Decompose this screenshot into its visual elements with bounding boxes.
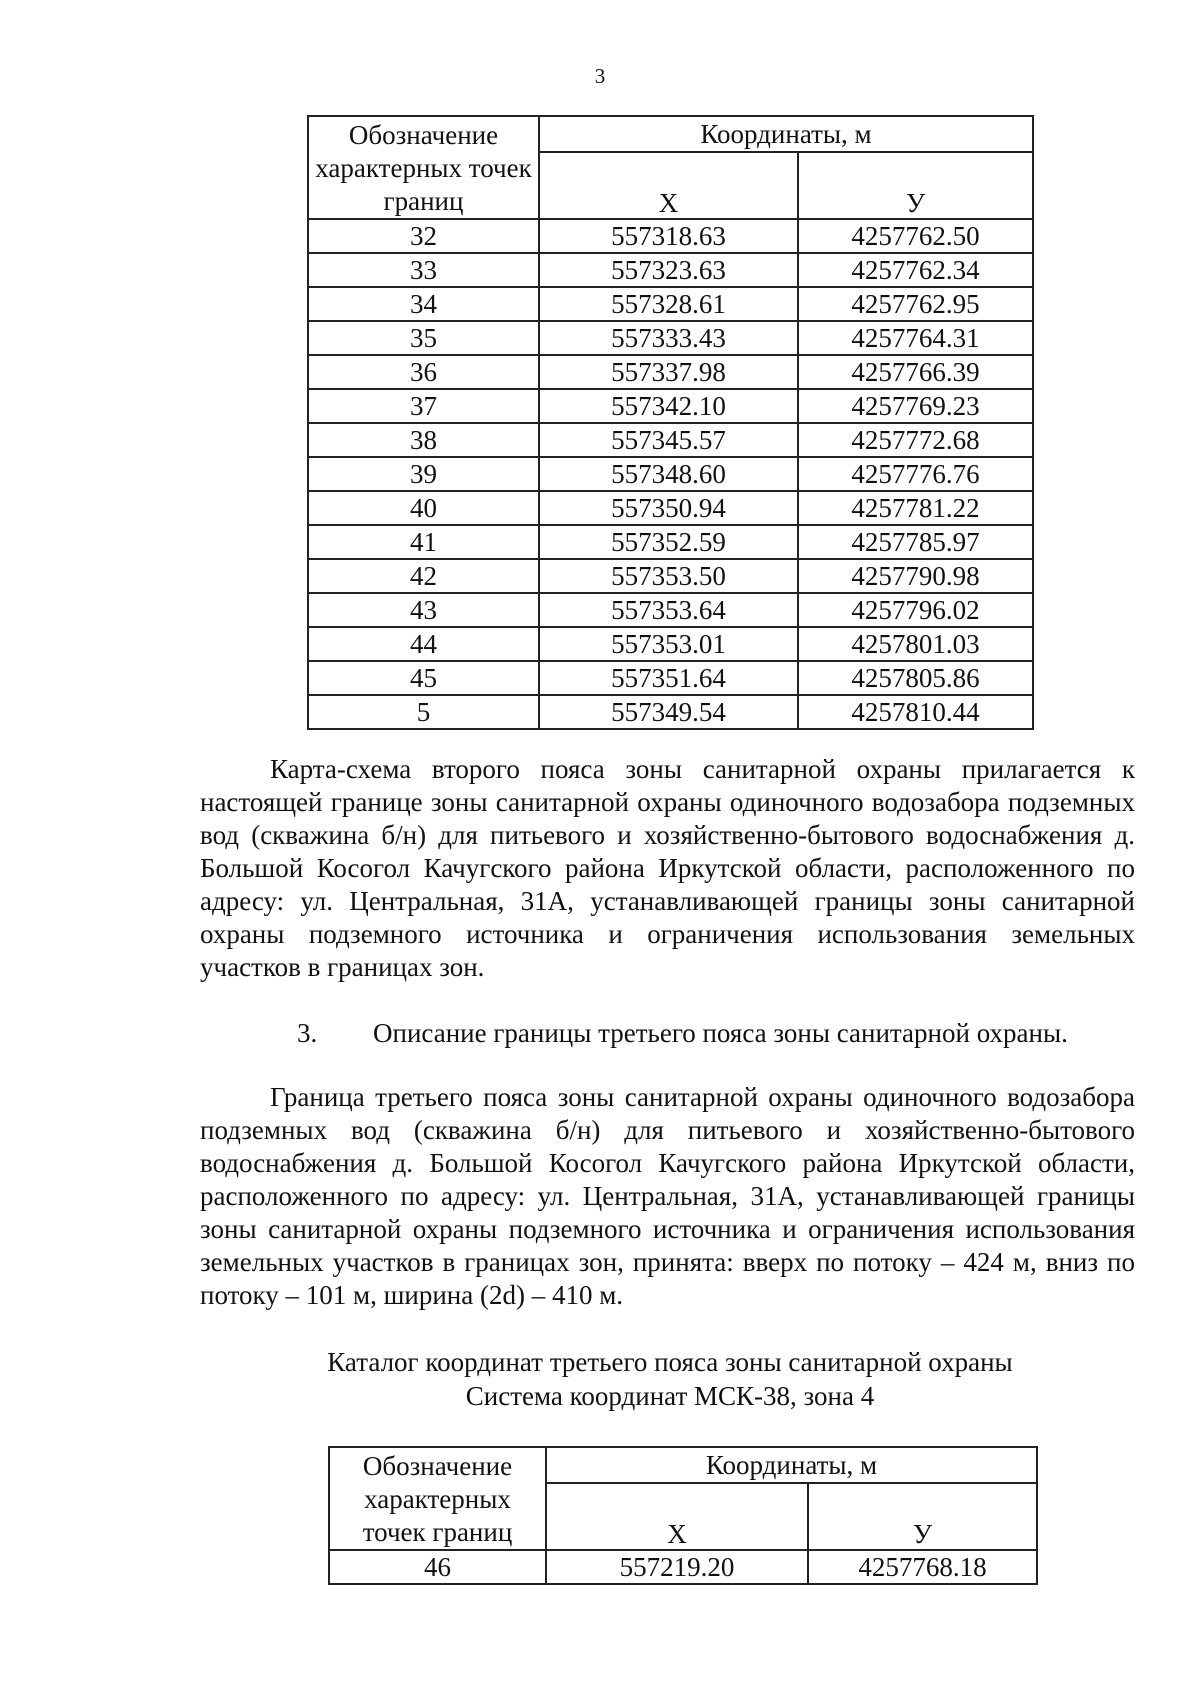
y-coordinate-cell: 4257764.31 [798,321,1033,355]
table-row [308,423,1033,457]
x-coordinate-cell: 557219.20 [546,1550,808,1584]
y-coordinate-cell: 4257762.34 [798,253,1033,287]
point-number-cell: 38 [308,423,539,457]
coordinates-table-second-belt [307,115,1034,730]
x-coordinate-cell: 557348.60 [539,457,798,491]
y-header: У [798,152,1033,219]
table-row [308,253,1033,287]
point-number-cell: 35 [308,321,539,355]
point-number-cell: 37 [308,389,539,423]
x-coordinate-cell: 557318.63 [539,219,798,253]
table-row [308,661,1033,695]
x-header: Х [546,1483,808,1550]
table-row [308,355,1033,389]
x-coordinate-cell: 557352.59 [539,525,798,559]
paragraph-text: Карта-схема второго пояса зоны санитарной охраны прилагается к настоящей границе зоны санитарной охраны одиночного водозабора подземных вод (скважина б/н) для питьевого и хозяйственно-бытового водоснабжения д. Большой Косогол Качугского района Иркутской области, расположенного по адресу: ул. Центральная, 31А, устанавливающей границы зоны санитарной охраны подземного источника и ограничения использования земельных участков в границах зон. [200,754,1135,982]
y-coordinate-cell: 4257785.97 [798,525,1033,559]
coordinates-header: Координаты, м [546,1447,1037,1483]
x-coordinate-cell: 557349.54 [539,695,798,729]
table-row [308,491,1033,525]
table-row [308,389,1033,423]
point-number-cell: 36 [308,355,539,389]
y-coordinate-cell: 4257766.39 [798,355,1033,389]
x-coordinate-cell: 557351.64 [539,661,798,695]
table-body [308,219,1033,729]
y-coordinate-cell: 4257810.44 [798,695,1033,729]
x-coordinate-cell: 557328.61 [539,287,798,321]
designation-header: Обозначение характерных точек границ [329,1447,546,1550]
y-coordinate-cell: 4257762.50 [798,219,1033,253]
y-coordinate-cell: 4257796.02 [798,593,1033,627]
coordinates-table-third-belt [328,1446,1038,1585]
catalog-caption-title: Каталог координат третьего пояса зоны санитарной охраны [327,1347,1013,1377]
point-number-cell: 44 [308,627,539,661]
table-row [329,1550,1037,1584]
x-coordinate-cell: 557345.57 [539,423,798,457]
page-number: 3 [594,64,606,88]
table-body [329,1550,1037,1584]
point-number-cell: 40 [308,491,539,525]
x-coordinate-cell: 557333.43 [539,321,798,355]
y-coordinate-cell: 4257781.22 [798,491,1033,525]
designation-header: Обозначение характерных точек границ [308,116,539,219]
map-scheme-paragraph [200,753,1135,984]
table-row [308,525,1033,559]
x-header: Х [539,152,798,219]
point-number-cell: 5 [308,695,539,729]
paragraph-text: Граница третьего пояса зоны санитарной охраны одиночного водозабора подземных вод (скважина б/н) для питьевого и хозяйственно-бытового водоснабжения д. Большой Косогол Качугского района Иркутской области, расположенного по адресу: ул. Центральная, 31А, устанавливающей границы зоны санитарной охраны подземного источника и ограничения использования земельных участков в границах зон, принята: вверх по потоку – 424 м, вниз по потоку – 101 м, ширина (2d) – 410 м. [200,1082,1135,1310]
section-title: Описание границы третьего пояса зоны санитарной охраны. [373,1018,1068,1048]
point-number-cell: 45 [308,661,539,695]
x-coordinate-cell: 557353.64 [539,593,798,627]
table-row [308,321,1033,355]
y-coordinate-cell: 4257772.68 [798,423,1033,457]
point-number-cell: 42 [308,559,539,593]
coordinates-header: Координаты, м [539,116,1033,152]
section-number: 3. [297,1018,318,1048]
y-header: У [808,1483,1037,1550]
table-row [308,593,1033,627]
y-coordinate-cell: 4257776.76 [798,457,1033,491]
x-coordinate-cell: 557342.10 [539,389,798,423]
table-row [308,457,1033,491]
table-row [308,627,1033,661]
x-coordinate-cell: 557353.50 [539,559,798,593]
table-row [308,695,1033,729]
y-coordinate-cell: 4257769.23 [798,389,1033,423]
y-coordinate-cell: 4257768.18 [808,1550,1037,1584]
catalog-caption-system: Система координат МСК-38, зона 4 [465,1381,875,1411]
x-coordinate-cell: 557353.01 [539,627,798,661]
point-number-cell: 41 [308,525,539,559]
table-row [308,219,1033,253]
x-coordinate-cell: 557337.98 [539,355,798,389]
y-coordinate-cell: 4257790.98 [798,559,1033,593]
x-coordinate-cell: 557323.63 [539,253,798,287]
third-belt-boundary-paragraph [200,1081,1135,1312]
point-number-cell: 32 [308,219,539,253]
point-number-cell: 33 [308,253,539,287]
x-coordinate-cell: 557350.94 [539,491,798,525]
point-number-cell: 46 [329,1550,546,1584]
table-row [308,559,1033,593]
y-coordinate-cell: 4257762.95 [798,287,1033,321]
y-coordinate-cell: 4257801.03 [798,627,1033,661]
point-number-cell: 39 [308,457,539,491]
point-number-cell: 34 [308,287,539,321]
table-row [308,287,1033,321]
point-number-cell: 43 [308,593,539,627]
y-coordinate-cell: 4257805.86 [798,661,1033,695]
